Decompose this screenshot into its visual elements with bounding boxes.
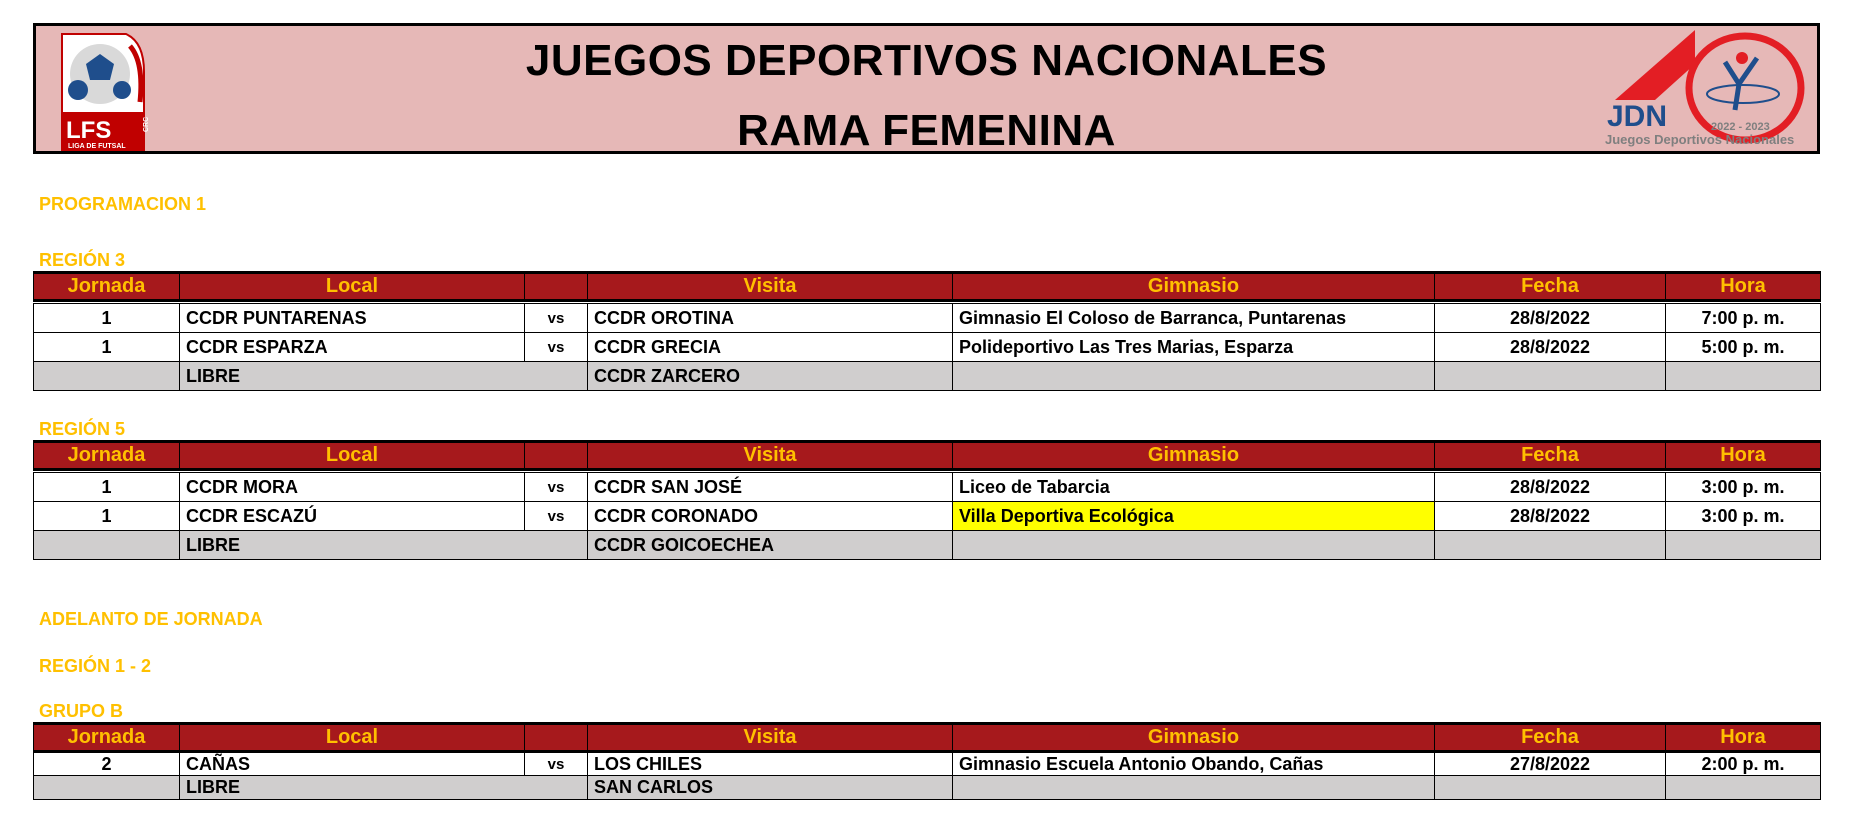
cell-libre-label: LIBRE [180,362,588,391]
cell-local: CAÑAS [180,752,525,776]
jdn-logo-text: JDN [1607,100,1668,133]
col-jornada: Jornada [34,442,180,470]
col-fecha: Fecha [1435,442,1666,470]
cell-libre-team: SAN CARLOS [588,776,953,800]
cell-fecha: 28/8/2022 [1435,333,1666,362]
cell-gimnasio: Gimnasio Escuela Antonio Obando, Cañas [953,752,1435,776]
region5-table [33,440,1821,560]
region5-label: REGIÓN 5 [39,419,126,439]
lfs-logo-badge: CRC [143,116,150,132]
cell-visita: CCDR GRECIA [588,333,953,362]
col-fecha: Fecha [1435,273,1666,301]
table-row [34,333,1821,362]
cell-vs: vs [525,333,588,362]
lfs-logo-text: LFS [66,117,112,144]
cell-fecha: 27/8/2022 [1435,752,1666,776]
cell-jornada: 2 [34,752,180,776]
cell-hora: 7:00 p. m. [1666,304,1821,333]
table-header-row [34,273,1821,301]
col-vs [525,442,588,470]
programacion-label: PROGRAMACION 1 [39,194,207,214]
cell-libre-team: CCDR ZARCERO [588,362,953,391]
table-row [34,502,1821,531]
cell-jornada: 1 [34,502,180,531]
libre-row [34,362,1821,391]
page-title: JUEGOS DEPORTIVOS NACIONALES [525,36,1328,85]
cell-libre-label: LIBRE [180,531,588,560]
cell-local: CCDR ESCAZÚ [180,502,525,531]
col-visita: Visita [588,442,953,470]
header-banner [33,23,1820,154]
table-row [34,304,1821,333]
grupob-label: GRUPO B [39,701,124,721]
col-visita: Visita [588,273,953,301]
col-local: Local [180,724,525,752]
cell-libre-team: CCDR GOICOECHEA [588,531,953,560]
cell-hora: 3:00 p. m. [1666,473,1821,502]
cell-hora: 5:00 p. m. [1666,333,1821,362]
col-local: Local [180,273,525,301]
cell-visita: CCDR OROTINA [588,304,953,333]
cell-local: CCDR ESPARZA [180,333,525,362]
jdn-logo-years: 2022 - 2023 [1711,121,1770,133]
region3-label: REGIÓN 3 [39,250,126,270]
cell-jornada: 1 [34,333,180,362]
cell-visita: LOS CHILES [588,752,953,776]
col-hora: Hora [1666,442,1821,470]
cell-jornada: 1 [34,473,180,502]
cell-fecha: 28/8/2022 [1435,502,1666,531]
cell-gimnasio: Polideportivo Las Tres Marias, Esparza [953,333,1435,362]
col-gimnasio: Gimnasio [953,442,1435,470]
col-hora: Hora [1666,273,1821,301]
col-jornada: Jornada [34,724,180,752]
cell-fecha: 28/8/2022 [1435,304,1666,333]
cell-gimnasio: Gimnasio El Coloso de Barranca, Puntarenas [953,304,1435,333]
cell-vs: vs [525,304,588,333]
cell-visita: CCDR CORONADO [588,502,953,531]
libre-row [34,531,1821,560]
table-row [34,473,1821,502]
col-gimnasio: Gimnasio [953,724,1435,752]
cell-vs: vs [525,502,588,531]
cell-libre-label: LIBRE [180,776,588,800]
col-visita: Visita [588,724,953,752]
jdn-logo-subtext: Juegos Deportivos Nacionales [1605,132,1795,147]
adelanto-label: ADELANTO DE JORNADA [39,609,263,629]
cell-vs: vs [525,473,588,502]
col-vs [525,724,588,752]
cell-hora: 2:00 p. m. [1666,752,1821,776]
libre-row [34,776,1821,800]
lfs-logo-subtext: LIGA DE FUTSAL [68,143,126,150]
col-vs [525,273,588,301]
cell-local: CCDR PUNTARENAS [180,304,525,333]
region3-table [33,271,1821,391]
cell-local: CCDR MORA [180,473,525,502]
cell-vs: vs [525,752,588,776]
col-local: Local [180,442,525,470]
cell-gimnasio: Liceo de Tabarcia [953,473,1435,502]
cell-fecha: 28/8/2022 [1435,473,1666,502]
table-row [34,752,1821,776]
page-subtitle: RAMA FEMENINA [737,106,1116,155]
grupob-table [33,722,1821,800]
table-header-row [34,724,1821,752]
cell-hora: 3:00 p. m. [1666,502,1821,531]
col-gimnasio: Gimnasio [953,273,1435,301]
cell-jornada: 1 [34,304,180,333]
region12-label: REGIÓN 1 - 2 [39,656,152,676]
table-header-row [34,442,1821,470]
cell-gimnasio-highlighted: Villa Deportiva Ecológica [953,502,1435,531]
col-fecha: Fecha [1435,724,1666,752]
col-jornada: Jornada [34,273,180,301]
col-hora: Hora [1666,724,1821,752]
jdn-logo-icon [1585,28,1805,153]
cell-visita: CCDR SAN JOSÉ [588,473,953,502]
